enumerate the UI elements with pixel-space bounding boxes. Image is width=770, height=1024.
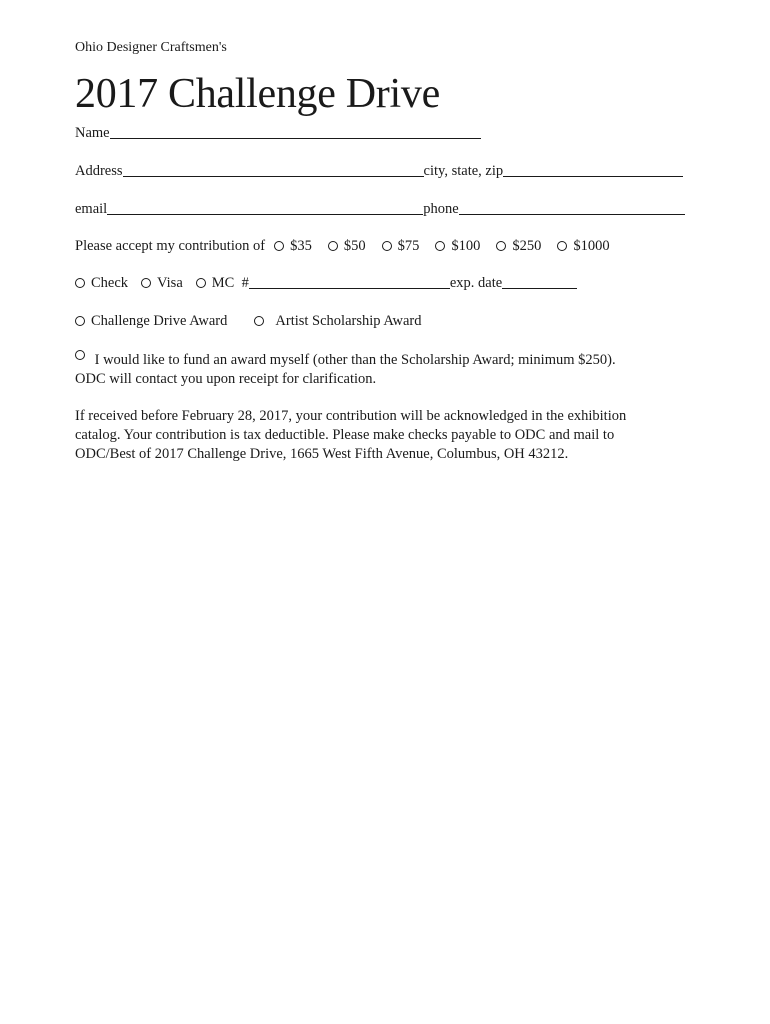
award-option-challenge[interactable]	[75, 312, 227, 330]
amount-label: $1000	[573, 238, 610, 254]
notice-paragraph	[75, 407, 675, 464]
name-row	[75, 124, 481, 142]
notice-line-3: ODC/Best of 2017 Challenge Drive, 1665 West Fifth Avenue, Columbus, OH 43212.	[75, 446, 569, 462]
phone-field[interactable]	[459, 201, 685, 215]
organization-name: Ohio Designer Craftsmen's	[75, 40, 227, 55]
amount-option-75[interactable]	[382, 237, 420, 255]
radio-circle-icon[interactable]	[75, 278, 85, 288]
address-row	[75, 162, 683, 180]
exp-date-field[interactable]	[502, 275, 577, 289]
award-option-scholarship[interactable]	[254, 312, 421, 330]
radio-circle-icon[interactable]	[435, 241, 445, 251]
card-number-field[interactable]	[249, 275, 450, 289]
radio-circle-icon[interactable]	[141, 278, 151, 288]
amount-label: $50	[343, 238, 366, 254]
amount-option-100[interactable]	[435, 237, 480, 255]
radio-circle-icon[interactable]	[328, 241, 338, 251]
radio-circle-icon[interactable]	[254, 316, 264, 326]
radio-circle-icon[interactable]	[382, 241, 392, 251]
amount-label: $35	[290, 238, 312, 254]
radio-circle-icon[interactable]	[557, 241, 567, 251]
phone-label: phone	[423, 201, 459, 217]
payment-label: Check	[91, 275, 129, 291]
radio-circle-icon[interactable]	[274, 241, 284, 251]
fund-award-text: I would like to fund an award myself (other than the Scholarship Award; minimum $250).	[94, 352, 616, 368]
address-field[interactable]	[123, 163, 424, 177]
notice-line-1: If received before February 28, 2017, your contribution will be acknowledged in the exhibition	[75, 408, 627, 424]
fund-award-line-1[interactable]	[75, 350, 675, 370]
fund-award-option	[75, 350, 675, 389]
payment-label: Visa	[157, 275, 183, 291]
payment-option-visa[interactable]	[141, 274, 183, 292]
amount-label: $75	[397, 238, 420, 254]
address-label: Address	[75, 163, 123, 179]
city-state-zip-field[interactable]	[503, 163, 683, 177]
page-title: 2017 Challenge Drive	[75, 71, 440, 117]
radio-circle-icon[interactable]	[75, 350, 85, 360]
payment-option-mc[interactable]	[196, 274, 249, 292]
fund-award-line-2: ODC will contact you upon receipt for clarification.	[75, 371, 377, 387]
amount-option-250[interactable]	[496, 237, 541, 255]
city-state-zip-label: city, state, zip	[423, 163, 504, 179]
amount-label: $100	[451, 238, 481, 254]
radio-circle-icon[interactable]	[196, 278, 206, 288]
amount-option-35[interactable]	[274, 237, 312, 255]
payment-option-check[interactable]	[75, 274, 128, 292]
radio-circle-icon[interactable]	[75, 316, 85, 326]
email-label: email	[75, 201, 108, 217]
radio-circle-icon[interactable]	[496, 241, 506, 251]
notice-line-2: catalog. Your contribution is tax deductible. Please make checks payable to ODC and mail to	[75, 427, 615, 443]
name-field[interactable]	[110, 125, 481, 139]
name-label: Name	[75, 125, 110, 141]
amount-label: $250	[512, 238, 542, 254]
contribution-label: Please accept my contribution of	[75, 238, 266, 254]
award-label: Artist Scholarship Award	[275, 313, 422, 329]
amount-option-50[interactable]	[328, 237, 366, 255]
award-row	[75, 312, 421, 330]
email-field[interactable]	[107, 201, 423, 215]
exp-date-label: exp. date	[449, 275, 503, 291]
amount-option-1000[interactable]	[557, 237, 609, 255]
award-label: Challenge Drive Award	[91, 313, 228, 329]
email-row	[75, 200, 685, 218]
contribution-row	[75, 237, 610, 255]
payment-row	[75, 274, 577, 292]
card-number-label: MC #	[211, 275, 249, 291]
